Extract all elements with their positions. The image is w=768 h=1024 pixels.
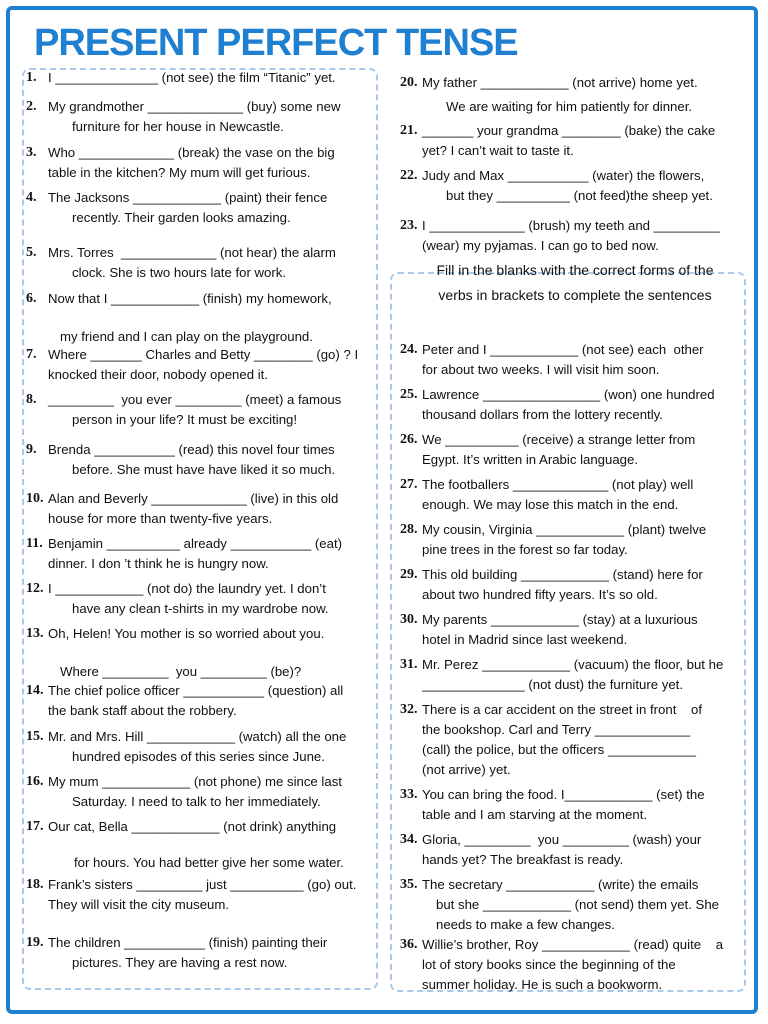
exercise-text-line: Saturday. I need to talk to her immediately. (72, 794, 321, 809)
exercise-text-line: My grandmother _____________ (buy) some new (48, 99, 341, 114)
exercise-text-line: We __________ (receive) a strange letter from (422, 432, 696, 447)
exercise-text-line: furniture for her house in Newcastle. (72, 119, 284, 134)
exercise-text-line: Brenda ___________ (read) this novel four times (48, 442, 335, 457)
exercise-text-line: hotel in Madrid since last weekend. (422, 632, 628, 647)
exercise-text-line: Willie’s brother, Roy ____________ (read) quite a (422, 937, 724, 952)
exercise-number: 28. (400, 522, 418, 537)
exercise-text-line: I ____________ (not do) the laundry yet. I don’t (48, 581, 326, 596)
exercise-text-line: the bookshop. Carl and Terry _____________ (422, 722, 691, 737)
exercise-text-line: pictures. They are having a rest now. (72, 955, 288, 970)
exercise-number: 12. (26, 581, 44, 596)
exercise-text-line: house for more than twenty-five years. (48, 511, 273, 526)
exercise-number: 9. (26, 442, 37, 457)
exercise-text-line: have any clean t-shirts in my wardrobe now. (72, 601, 329, 616)
exercise-text-line: yet? I can’t wait to taste it. (422, 143, 574, 158)
exercise-text-line: This old building ____________ (stand) here for (422, 567, 703, 582)
exercise-text-line: Who _____________ (break) the vase on the big (48, 145, 335, 160)
exercise-text-line: They will visit the city museum. (48, 897, 230, 912)
exercise-number: 14. (26, 683, 44, 698)
exercise-text-line: the bank staff about the robbery. (48, 703, 237, 718)
exercise-number: 29. (400, 567, 418, 582)
exercise-text-line: Mrs. Torres _____________ (not hear) the alarm (48, 245, 336, 260)
exercise-number: 23. (400, 218, 418, 233)
exercise-text-line: Peter and I ____________ (not see) each other (422, 342, 704, 357)
exercise-text-line: Egypt. It’s written in Arabic language. (422, 452, 639, 467)
exercise-number: 10. (26, 491, 44, 506)
exercise-text-line: recently. Their garden looks amazing. (72, 210, 291, 225)
exercise-text-line: Gloria, _________ you _________ (wash) your (422, 832, 702, 847)
instruction-line-2: verbs in brackets to complete the sentences (438, 287, 712, 303)
exercise-text-line: Where _______ Charles and Betty ________ (go) ? I (48, 347, 359, 362)
exercise-text-line: hands yet? The breakfast is ready. (422, 852, 624, 867)
exercise-text-line: (wear) my pyjamas. I can go to bed now. (422, 238, 659, 253)
instructions (410, 258, 740, 308)
exercise-number: 17. (26, 819, 44, 834)
exercise-text-line: Now that I ____________ (finish) my homework, (48, 291, 332, 306)
exercise-number: 33. (400, 787, 418, 802)
exercise-text-line: We are waiting for him patiently for dinner. (446, 99, 693, 114)
exercise-number: 4. (26, 190, 37, 205)
exercise-text-line: The children ___________ (finish) painting their (48, 935, 328, 950)
exercise-text-line: You can bring the food. I____________ (set) the (422, 787, 705, 802)
exercise-number: 13. (26, 626, 44, 641)
exercise-number: 20. (400, 75, 418, 90)
exercise-number: 6. (26, 291, 37, 306)
exercise-text-line: The secretary ____________ (write) the emails (422, 877, 699, 892)
exercise-text-line: (call) the police, but the officers ____________ (422, 742, 696, 757)
exercise-number: 24. (400, 342, 418, 357)
exercise-text-line: My father ____________ (not arrive) home yet. (422, 75, 698, 90)
exercise-text-line: my friend and I can play on the playground. (60, 329, 313, 344)
exercise-text-line: I ______________ (not see) the film “Titanic” yet. (48, 70, 336, 85)
exercise-number: 21. (400, 123, 418, 138)
exercise-text-line: Mr. Perez ____________ (vacuum) the floor, but he (422, 657, 724, 672)
exercise-number: 11. (26, 536, 43, 551)
exercise-text-line: thousand dollars from the lottery recently. (422, 407, 663, 422)
exercise-text-line: for about two weeks. I will visit him soon. (422, 362, 660, 377)
exercise-number: 27. (400, 477, 418, 492)
exercise-text-line: The Jacksons ____________ (paint) their fence (48, 190, 328, 205)
exercise-number: 31. (400, 657, 418, 672)
exercise-text-line: Benjamin __________ already ___________ (eat) (48, 536, 343, 551)
exercise-text-line: summer holiday. He is such a bookworm. (422, 977, 663, 992)
exercise-text-line: enough. We may lose this match in the end. (422, 497, 679, 512)
exercise-text-line: _________ you ever _________ (meet) a famous (48, 392, 342, 407)
exercise-text-line: Frank’s sisters _________ just __________ (go) out. (48, 877, 357, 892)
exercise-number: 5. (26, 245, 37, 260)
exercise-text-line: needs to make a few changes. (436, 917, 615, 932)
exercise-text-line: I _____________ (brush) my teeth and _________ (422, 218, 720, 233)
instruction-line-1: Fill in the blanks with the correct forms of the (436, 262, 714, 278)
exercise-text-line: pine trees in the forest so far today. (422, 542, 628, 557)
exercise-text-line: There is a car accident on the street in front of (422, 702, 703, 717)
exercise-text-line: table in the kitchen? My mum will get furious. (48, 165, 311, 180)
exercise-number: 30. (400, 612, 418, 627)
exercise-number: 19. (26, 935, 44, 950)
exercise-text-line: knocked their door, nobody opened it. (48, 367, 268, 382)
exercise-text-line: My cousin, Virginia ____________ (plant) twelve (422, 522, 707, 537)
exercise-number: 2. (26, 99, 37, 114)
exercise-number: 1. (26, 70, 37, 85)
exercise-number: 3. (26, 145, 37, 160)
exercise-text-line: (not arrive) yet. (422, 762, 511, 777)
exercise-text-line: Where _________ you _________ (be)? (60, 664, 302, 679)
exercise-text-line: hundred episodes of this series since June. (72, 749, 325, 764)
exercise-text-line: clock. She is two hours late for work. (72, 265, 287, 280)
exercise-number: 7. (26, 347, 37, 362)
exercise-number: 26. (400, 432, 418, 447)
exercise-text-line: Lawrence ________________ (won) one hundred (422, 387, 715, 402)
exercise-number: 16. (26, 774, 44, 789)
exercise-number: 8. (26, 392, 37, 407)
exercise-number: 15. (26, 729, 44, 744)
exercise-text-line: ______________ (not dust) the furniture yet. (422, 677, 684, 692)
exercise-text-line: before. She must have have liked it so much. (72, 462, 336, 477)
exercise-text-line: Our cat, Bella ____________ (not drink) anything (48, 819, 337, 834)
exercise-text-line: Mr. and Mrs. Hill ____________ (watch) all the one (48, 729, 347, 744)
exercise-text-line: about two hundred fifty years. It’s so old. (422, 587, 658, 602)
exercise-text-line: person in your life? It must be exciting! (72, 412, 298, 427)
exercise-text-line: dinner. I don ’t think he is hungry now. (48, 556, 269, 571)
exercise-text-line: Alan and Beverly _____________ (live) in this old (48, 491, 339, 506)
exercise-text-line: Oh, Helen! You mother is so worried about you. (48, 626, 325, 641)
exercise-number: 18. (26, 877, 44, 892)
exercise-number: 36. (400, 937, 418, 952)
exercise-text-line: My parents ____________ (stay) at a luxurious (422, 612, 698, 627)
exercise-number: 32. (400, 702, 418, 717)
exercise-text-line: My mum ____________ (not phone) me since last (48, 774, 342, 789)
page-title: PRESENT PERFECT TENSE (34, 22, 518, 64)
exercise-text-line: Judy and Max ___________ (water) the flowers, (422, 168, 705, 183)
exercise-text-line: but she ____________ (not send) them yet. She (436, 897, 720, 912)
exercise-text-line: The chief police officer ___________ (question) all (48, 683, 344, 698)
exercise-number: 35. (400, 877, 418, 892)
exercise-number: 25. (400, 387, 418, 402)
exercise-text-line: _______ your grandma ________ (bake) the cake (422, 123, 716, 138)
exercise-text-line: table and I am starving at the moment. (422, 807, 648, 822)
exercise-text-line: for hours. You had better give her some water. (74, 855, 344, 870)
exercise-text-line: lot of story books since the beginning of the (422, 957, 676, 972)
exercise-text-line: but they __________ (not feed)the sheep yet. (446, 188, 713, 203)
exercise-text-line: The footballers _____________ (not play) well (422, 477, 694, 492)
exercise-number: 22. (400, 168, 418, 183)
exercise-number: 34. (400, 832, 418, 847)
